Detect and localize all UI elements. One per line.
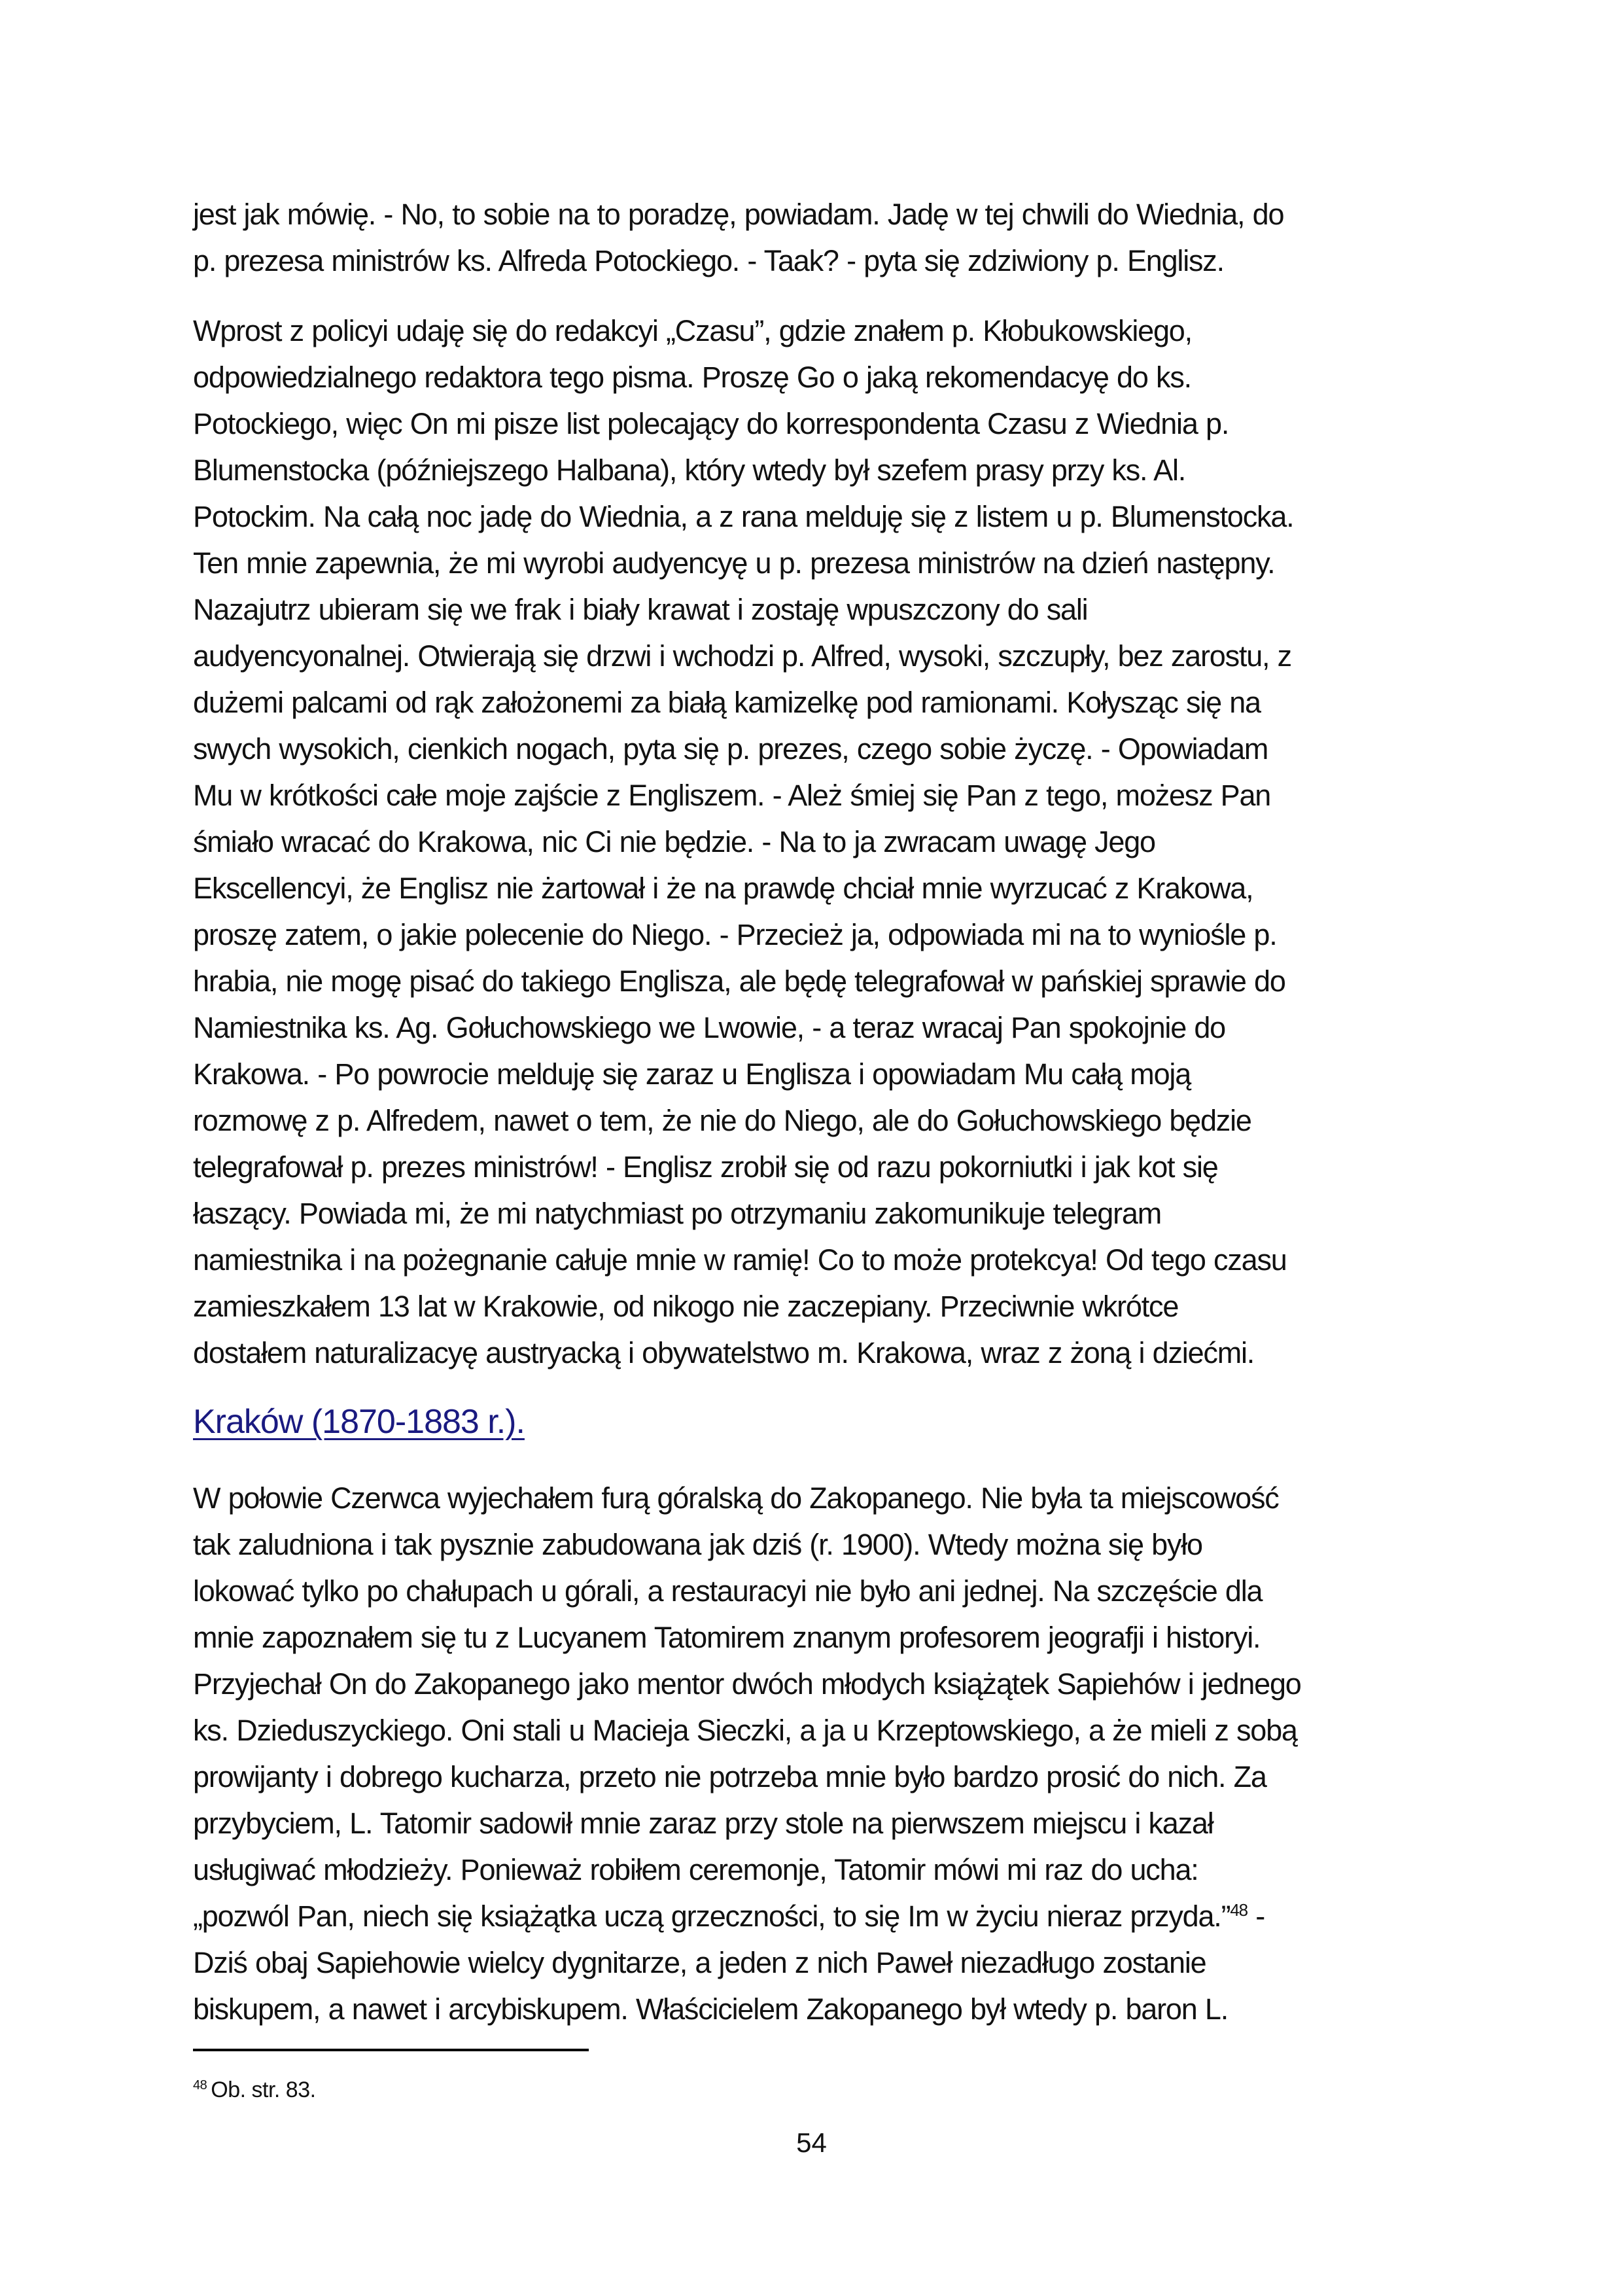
text-line-with-footnote	[193, 1893, 1446, 1939]
text-line: dużemi palcami od rąk założonemi za białą kamizelkę pod ramionami. Kołysząc się na	[193, 686, 1261, 719]
text-line: ks. Dzieduszyckiego. Oni stali u Macieja Sieczki, a ja u Krzeptowskiego, a że mieli z sobą	[193, 1714, 1297, 1747]
text-line: Potockiego, więc On mi pisze list polecający do korrespondenta Czasu z Wiednia p.	[193, 407, 1229, 440]
text-line: biskupem, a nawet i arcybiskupem. Właścicielem Zakopanego był wtedy p. baron L.	[193, 1992, 1228, 2026]
text-line: łaszący. Powiada mi, że mi natychmiast po otrzymaniu zakomunikuje telegram	[193, 1197, 1161, 1230]
text-line: telegrafował p. prezes ministrów! - Englisz zrobił się od razu pokorniutki i jak kot się	[193, 1150, 1218, 1184]
text-line: Krakowa. - Po powrocie melduję się zaraz u Englisza i opowiadam Mu całą moją	[193, 1057, 1191, 1091]
page-number: 54	[796, 2127, 827, 2158]
text-line: przybyciem, L. Tatomir sadowił mnie zaraz przy stole na pierwszem miejscu i kazał	[193, 1807, 1213, 1840]
text-line: prowijanty i dobrego kucharza, przeto nie potrzeba mnie było bardzo prosić do nich. Za	[193, 1760, 1266, 1793]
dash-text: -	[1247, 1899, 1265, 1933]
text-line: proszę zatem, o jakie polecenie do Niego. - Przecież ja, odpowiada mi na to wyniośle p.	[193, 918, 1277, 951]
footnote-text: Ob. str. 83.	[211, 2077, 316, 2102]
text-line: dostałem naturalizacyę austryacką i obywatelstwo m. Krakowa, wraz z żoną i dziećmi.	[193, 1336, 1255, 1369]
text-line: namiestnika i na pożegnanie całuje mnie w ramię! Co to może protekcya! Od tego czasu	[193, 1243, 1287, 1277]
text-line: Blumenstocka (późniejszego Halbana), który wtedy był szefem prasy przy ks. Al.	[193, 453, 1186, 487]
footnote-reference[interactable]: 48	[1230, 1900, 1248, 1920]
text-line: hrabia, nie mogę pisać do takiego Englisza, ale będę telegrafował w pańskiej sprawie do	[193, 964, 1285, 998]
text-line: zamieszkałem 13 lat w Krakowie, od nikogo nie zaczepiany. Przeciwnie wkrótce	[193, 1290, 1179, 1323]
text-line: Potockim. Na całą noc jadę do Wiednia, a z rana melduję się z listem u p. Blumenstocka.	[193, 500, 1294, 533]
text-line: śmiało wracać do Krakowa, nic Ci nie będzie. - Na to ja zwracam uwagę Jego	[193, 825, 1155, 858]
text-line: odpowiedzialnego redaktora tego pisma. Proszę Go o jaką rekomendacyę do ks.	[193, 361, 1191, 394]
text-line: Nazajutrz ubieram się we frak i biały krawat i zostaję wpuszczony do sali	[193, 593, 1088, 626]
section-heading-link[interactable]: Kraków (1870-1883 r.).	[193, 1403, 525, 1441]
text-line: Dziś obaj Sapiehowie wielcy dygnitarze, a jeden z nich Paweł niezadługo zostanie	[193, 1946, 1206, 1979]
footnote-separator	[193, 2049, 589, 2051]
footnote-number: 48	[193, 2077, 207, 2093]
text-line: mnie zapoznałem się tu z Lucyanem Tatomirem znanym profesorem jeografji i historyi.	[193, 1621, 1261, 1654]
text-line: W połowie Czerwca wyjechałem furą góralską do Zakopanego. Nie była ta miejscowość	[193, 1481, 1279, 1515]
text-line: audyencyonalnej. Otwierają się drzwi i wchodzi p. Alfred, wysoki, szczupły, bez zarostu, z	[193, 639, 1291, 673]
text-line: jest jak mówię. - No, to sobie na to poradzę, powiadam. Jadę w tej chwili do Wiednia, do	[193, 198, 1284, 231]
text-line: Ten mnie zapewnia, że mi wyrobi audyencyę u p. prezesa ministrów na dzień następny.	[193, 546, 1275, 580]
text-line: usługiwać młodzieży. Ponieważ robiłem ceremonje, Tatomir mówi mi raz do ucha:	[193, 1853, 1198, 1886]
text-line: p. prezesa ministrów ks. Alfreda Potockiego. - Taak? - pyta się zdziwiony p. Englisz.	[193, 244, 1224, 277]
paragraph-2	[193, 308, 1446, 1376]
text-line: Przyjechał On do Zakopanego jako mentor dwóch młodych książątek Sapiehów i jednego	[193, 1667, 1301, 1701]
text-line: Namiestnika ks. Ag. Gołuchowskiego we Lwowie, - a teraz wracaj Pan spokojnie do	[193, 1011, 1226, 1044]
footnote	[193, 2074, 316, 2106]
paragraph-3	[193, 1475, 1446, 2032]
text-line: Wprost z policyi udaję się do redakcyi „Czasu”, gdzie znałem p. Kłobukowskiego,	[193, 314, 1192, 347]
text-line: Ekscellencyi, że Englisz nie żartował i że na prawdę chciał mnie wyrzucać z Krakowa,	[193, 872, 1253, 905]
text-line: Mu w krótkości całe moje zajście z Engliszem. - Ależ śmiej się Pan z tego, możesz Pan	[193, 779, 1271, 812]
text-line: swych wysokich, cienkich nogach, pyta się p. prezes, czego sobie życzę. - Opowiadam	[193, 732, 1268, 766]
quote-text: „pozwól Pan, niech się książątka uczą grzeczności, to się Im w życiu nieraz przyda.”	[193, 1899, 1230, 1933]
text-line: lokować tylko po chałupach u górali, a restauracyi nie było ani jednej. Na szczęście dla	[193, 1574, 1263, 1608]
paragraph-1	[193, 191, 1446, 284]
text-line: tak zaludniona i tak pysznie zabudowana jak dziś (r. 1900). Wtedy można się było	[193, 1528, 1202, 1561]
text-line: rozmowę z p. Alfredem, nawet o tem, że nie do Niego, ale do Gołuchowskiego będzie	[193, 1104, 1251, 1137]
